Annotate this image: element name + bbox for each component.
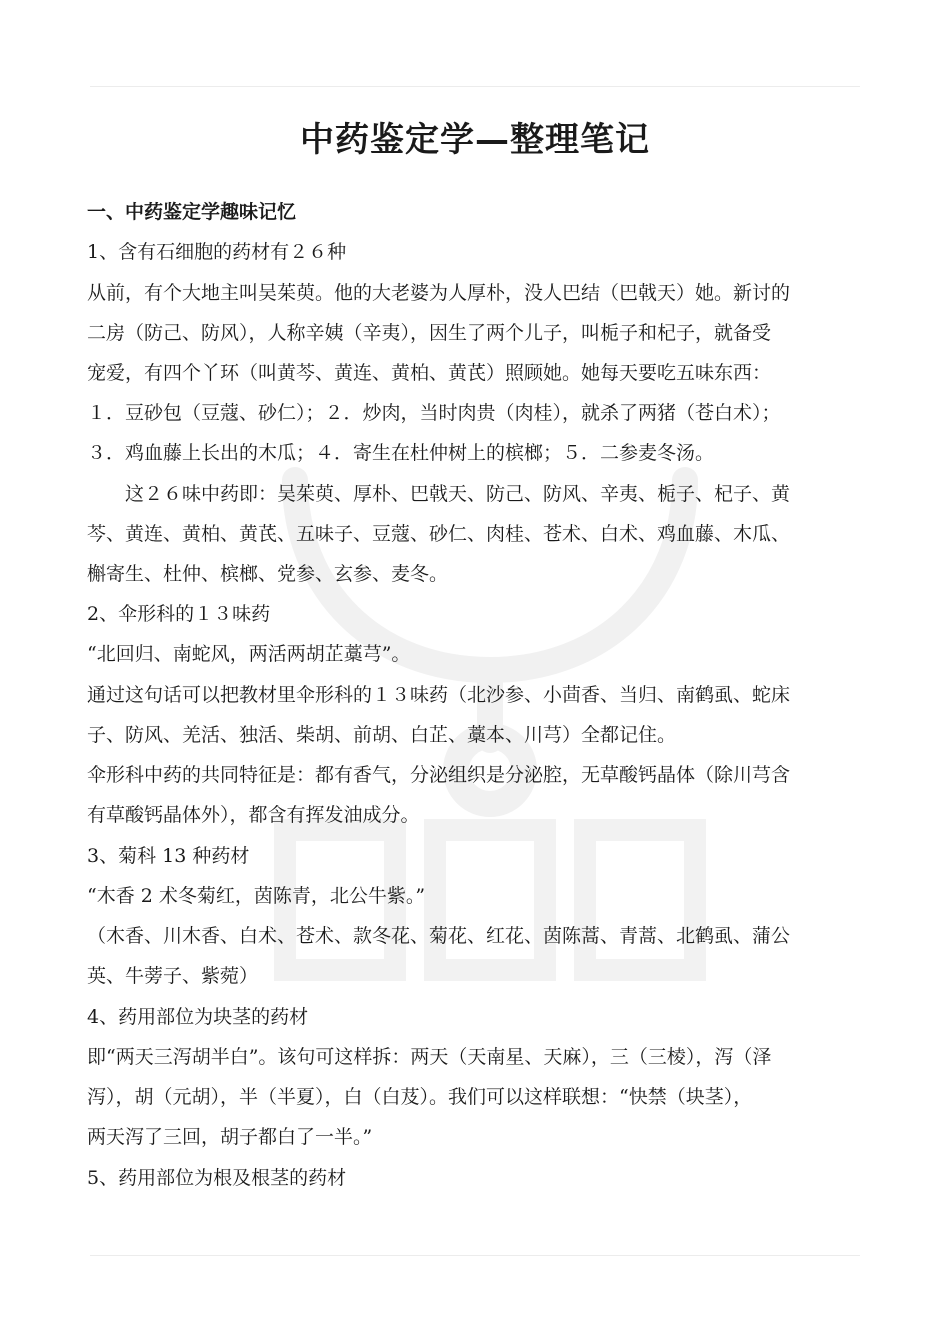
paragraph-line: １．豆砂包（豆蔻、砂仁）；２．炒肉，当时肉贵（肉桂），就杀了两猪（苍白术）； — [87, 402, 781, 424]
paragraph-line: 泻），胡（元胡），半（半夏），白（白芨）。我们可以这样联想：“快禁（块茎）， — [87, 1086, 753, 1108]
page-title: 中药鉴定学—整理笔记 — [300, 120, 650, 160]
paragraph-line: 通过这句话可以把教材里伞形科的１３味药（北沙参、小茴香、当归、南鹤虱、蛇床 — [87, 684, 791, 706]
paragraph-line: 英、牛蒡子、紫菀） — [87, 965, 259, 987]
paragraph-line: “北回归、南蛇风，两活两胡芷藁芎”。 — [87, 643, 411, 665]
paragraph-line: （木香、川木香、白术、苍术、款冬花、菊花、红花、茵陈蒿、青蒿、北鹤虱、蒲公 — [87, 925, 791, 947]
paragraph-line: 这２６味中药即：吴茱萸、厚朴、巴戟天、防己、防风、辛夷、栀子、杞子、黄 — [87, 483, 791, 505]
paragraph-line: “木香 2 术冬菊红，茵陈青，北公牛紫。” — [87, 885, 426, 907]
subsection-heading: 4、药用部位为块茎的药材 — [87, 1006, 309, 1028]
paragraph-line: 子、防风、羌活、独活、柴胡、前胡、白芷、藁本、川芎）全都记住。 — [87, 724, 677, 746]
paragraph-line: 从前，有个大地主叫吴茱萸。他的大老婆为人厚朴，没人巴结（巴戟天）她。新讨的 — [87, 282, 791, 304]
paragraph-line: 伞形科中药的共同特征是：都有香气，分泌组织是分泌腔，无草酸钙晶体（除川芎含 — [87, 764, 791, 786]
header-rule — [90, 86, 860, 87]
paragraph-line: 宠爱，有四个丫环（叫黄芩、黄连、黄柏、黄芪）照顾她。她每天要吃五味东西： — [87, 362, 772, 384]
subsection-heading: 1、含有石细胞的药材有２６种 — [87, 241, 347, 263]
subsection-heading: 3、菊科 13 种药材 — [87, 845, 250, 867]
paragraph-line: 槲寄生、杜仲、槟榔、党参、玄参、麦冬。 — [87, 563, 449, 585]
section-heading: 一、中药鉴定学趣味记忆 — [87, 201, 297, 223]
paragraph-line: 两天泻了三回，胡子都白了一半。” — [87, 1126, 373, 1148]
paragraph-line: ３．鸡血藤上长出的木瓜；４．寄生在杜仲树上的槟榔；５．二参麦冬汤。 — [87, 442, 715, 464]
subsection-heading: 5、药用部位为根及根茎的药材 — [87, 1167, 347, 1189]
paragraph-line: 芩、黄连、黄柏、黄芪、五味子、豆蔻、砂仁、肉桂、苍术、白术、鸡血藤、木瓜、 — [87, 523, 791, 545]
paragraph-line: 二房（防己、防风），人称辛姨（辛夷），因生了两个儿子，叫栀子和杞子，就备受 — [87, 322, 772, 344]
paragraph-line: 有草酸钙晶体外），都含有挥发油成分。 — [87, 804, 420, 826]
footer-rule — [90, 1255, 860, 1256]
paragraph-line: 即“两天三泻胡半白”。该句可这样拆：两天（天南星、天麻），三（三棱），泻（泽 — [87, 1046, 772, 1068]
subsection-heading: 2、伞形科的１３味药 — [87, 603, 271, 625]
